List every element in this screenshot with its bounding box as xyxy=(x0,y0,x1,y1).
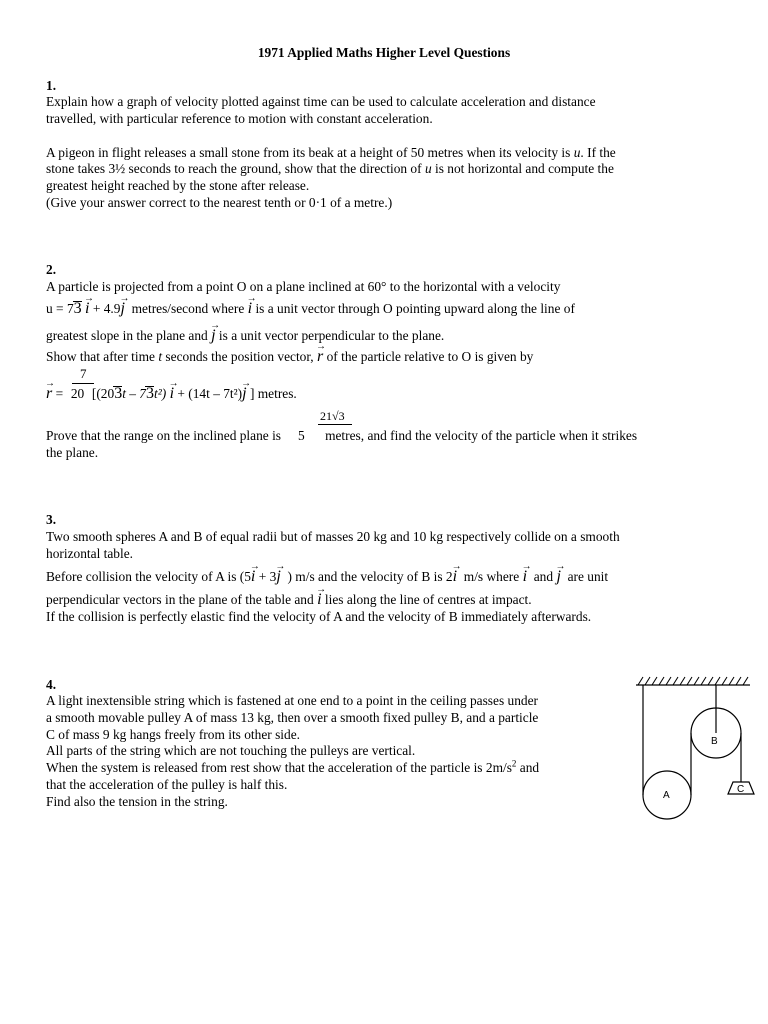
q2-line-1: A particle is projected from a point O on a plane inclined at 60° to the horizontal with a velocity xyxy=(46,279,561,294)
q3-line-2: horizontal table. xyxy=(46,546,134,561)
q1-line-1: Explain how a graph of velocity plotted against time can be used to calculate acceleration and distance xyxy=(46,94,596,109)
label-particle-c: C xyxy=(737,784,745,795)
label-pulley-b: B xyxy=(711,736,718,747)
label-pulley-a: A xyxy=(663,790,670,801)
range-fraction-numerator: 21√3 xyxy=(320,409,345,423)
question-4-number: 4. xyxy=(46,677,57,692)
q2-line-2: u = 73 → i + 4.9→ j metres/second where → i is a unit vector through O pointing upward along the line of xyxy=(46,301,575,318)
equation-fraction-numerator: 7 xyxy=(80,366,87,381)
q3-line-1: Two smooth spheres A and B of equal radii but of masses 20 kg and 10 kg respectively collide on a smooth xyxy=(46,529,620,544)
q2-line-4: Show that after time t seconds the position vector, → r of the particle relative to O is given by xyxy=(46,349,533,366)
page-title: 1971 Applied Maths Higher Level Questions xyxy=(257,45,511,60)
question-2-number: 2. xyxy=(46,262,57,277)
q4-line-3: C of mass 9 kg hangs freely from its other side. xyxy=(46,727,301,742)
q4-line-6: that the acceleration of the pulley is half this. xyxy=(46,777,288,792)
q1-line-2: travelled, with particular reference to motion with constant acceleration. xyxy=(46,111,433,126)
q1-para2-line-1: A pigeon in flight releases a small stone from its beak at a height of 50 metres when its velocity is u. If the xyxy=(46,145,616,160)
question-3-number: 3. xyxy=(46,512,57,527)
question-1-number: 1. xyxy=(46,78,57,93)
q4-line-4: All parts of the string which are not touching the pulleys are vertical. xyxy=(46,743,416,758)
q2-line-7: the plane. xyxy=(46,445,99,460)
q2-line-3: greatest slope in the plane and → j is a unit vector perpendicular to the plane. xyxy=(46,328,444,345)
q1-para2-line-4: (Give your answer correct to the nearest tenth or 0·1 of a metre.) xyxy=(46,195,393,210)
ceiling-hatching xyxy=(638,677,748,685)
q3-line-5: If the collision is perfectly elastic find the velocity of A and the velocity of B immediately afterwards. xyxy=(46,609,592,624)
q4-line-2: a smooth movable pulley A of mass 13 kg, then over a smooth fixed pulley B, and a particle xyxy=(46,710,539,725)
q1-para2-line-2: stone takes 3½ seconds to reach the ground, show that the direction of u is not horizontal and compute the xyxy=(46,161,614,176)
q3-line-3: Before collision the velocity of A is (5→ i + 3→ j ) m/s and the velocity of B is 2→ i m/s where → i and → j are unit xyxy=(46,569,608,586)
q3-line-4: perpendicular vectors in the plane of the table and → i lies along the line of centres at impact. xyxy=(46,592,532,609)
q2-line-6: Prove that the range on the inclined plane is 5 metres, and find the velocity of the particle when it strikes xyxy=(46,428,638,443)
q4-line-7: Find also the tension in the string. xyxy=(46,794,228,809)
q4-line-1: A light inextensible string which is fastened at one end to a point in the ceiling passes under xyxy=(46,693,539,708)
q4-line-5: When the system is released from rest show that the acceleration of the particle is $2m/s^2$ and xyxy=(46,758,540,775)
position-vector-equation: → r = 20 [(203t – 73t²) → i + (14t – 7t²)→ j ] metres. xyxy=(46,386,297,403)
q1-para2-line-3: greatest height reached by the stone after release. xyxy=(46,178,310,193)
